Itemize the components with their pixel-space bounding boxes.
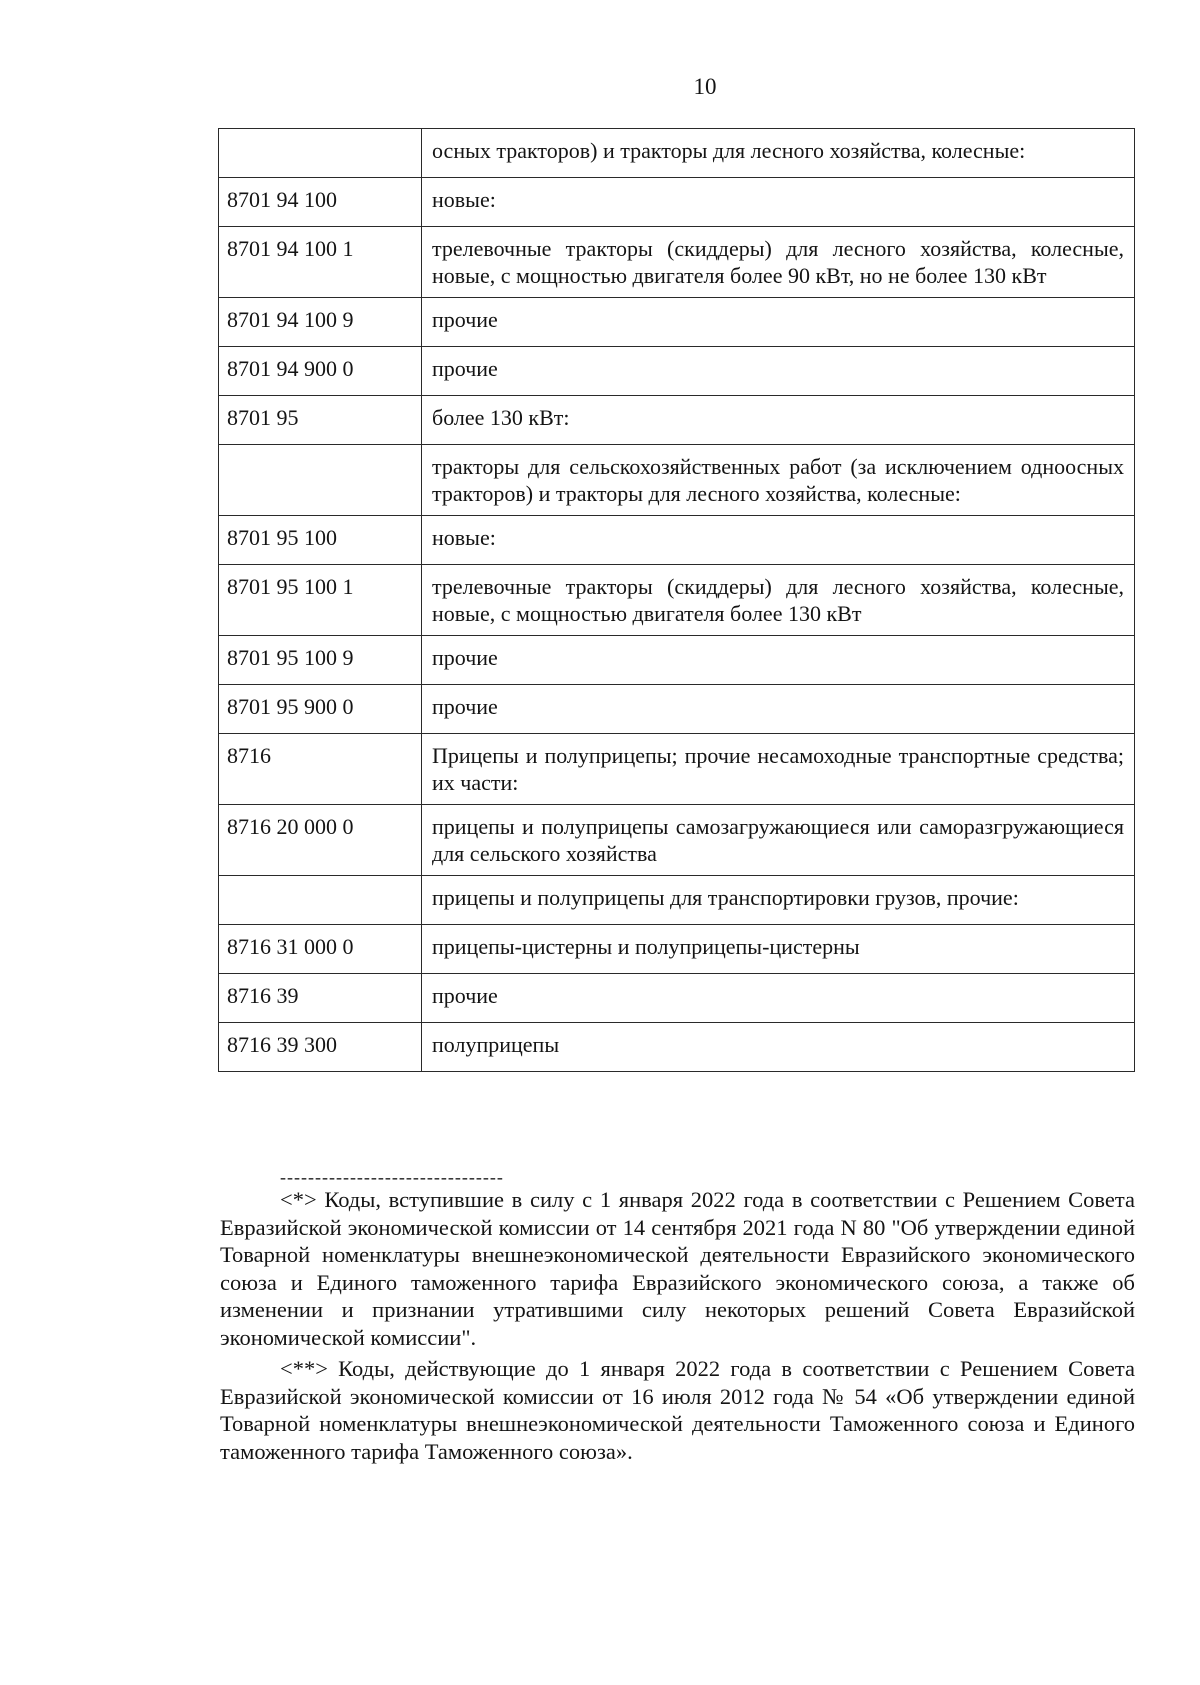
code-cell: 8701 94 100 — [219, 178, 422, 227]
description-cell: более 130 кВт: — [422, 396, 1135, 445]
table-row — [219, 445, 1135, 516]
code-cell: 8701 94 100 1 — [219, 227, 422, 298]
description-cell: полуприцепы — [422, 1023, 1135, 1072]
tariff-code-table — [218, 128, 1135, 1072]
description-cell: осных тракторов) и тракторы для лесного хозяйства, колесные: — [422, 129, 1135, 178]
table-row — [219, 876, 1135, 925]
description-cell: трелевочные тракторы (скиддеры) для лесного хозяйства, колесные, новые, с мощностью двигателя более 90 кВт, но не более 130 кВт — [422, 227, 1135, 298]
code-cell — [219, 876, 422, 925]
description-cell: новые: — [422, 178, 1135, 227]
table-row — [219, 805, 1135, 876]
table-row — [219, 516, 1135, 565]
code-cell: 8716 31 000 0 — [219, 925, 422, 974]
code-cell: 8701 94 100 9 — [219, 298, 422, 347]
code-cell: 8716 39 300 — [219, 1023, 422, 1072]
description-cell: тракторы для сельскохозяйственных работ (за исключением одноосных тракторов) и тракторы для лесного хозяйства, колесные: — [422, 445, 1135, 516]
description-cell: прочие — [422, 636, 1135, 685]
code-cell: 8701 94 900 0 — [219, 347, 422, 396]
footnotes — [220, 1186, 1135, 1469]
code-cell: 8716 20 000 0 — [219, 805, 422, 876]
footnote-item: <**> Коды, действующие до 1 января 2022 года в соответствии с Решением Совета Евразийской экономической комиссии от 16 июля 2012 года № 54 «Об утверждении единой Товарной номенклатуры внешнеэкономической деятельности Таможенного союза и Единого таможенного тарифа Таможенного союза». — [220, 1356, 1135, 1464]
code-cell: 8716 39 — [219, 974, 422, 1023]
table-row — [219, 129, 1135, 178]
code-cell: 8701 95 100 — [219, 516, 422, 565]
footnote-item: <*> Коды, вступившие в силу с 1 января 2022 года в соответствии с Решением Совета Евразийской экономической комиссии от 14 сентября 2021 года N 80 "Об утверждении единой Товарной номенклатуры внешнеэкономической деятельности Евразийского экономического союза и Единого таможенного тарифа Евразийского экономического союза, а также об изменении и признании утратившими силу некоторых решений Совета Евразийской экономической комиссии". — [220, 1187, 1135, 1350]
description-cell: прицепы-цистерны и полуприцепы-цистерны — [422, 925, 1135, 974]
description-cell: прицепы и полуприцепы самозагружающиеся или саморазгружающиеся для сельского хозяйства — [422, 805, 1135, 876]
table-row — [219, 298, 1135, 347]
description-cell: прочие — [422, 685, 1135, 734]
table-row — [219, 178, 1135, 227]
code-cell — [219, 445, 422, 516]
table-row — [219, 636, 1135, 685]
code-cell: 8716 — [219, 734, 422, 805]
footnote-separator: -------------------------------- — [280, 1167, 504, 1187]
page-number: 10 — [693, 74, 717, 99]
description-cell: прочие — [422, 347, 1135, 396]
description-cell: новые: — [422, 516, 1135, 565]
table-row — [219, 565, 1135, 636]
description-cell: трелевочные тракторы (скиддеры) для лесного хозяйства, колесные, новые, с мощностью двигателя более 130 кВт — [422, 565, 1135, 636]
table-row — [219, 925, 1135, 974]
description-cell: прочие — [422, 974, 1135, 1023]
table-row — [219, 685, 1135, 734]
code-cell: 8701 95 — [219, 396, 422, 445]
table-row — [219, 734, 1135, 805]
code-cell: 8701 95 900 0 — [219, 685, 422, 734]
table-row — [219, 227, 1135, 298]
description-cell: прочие — [422, 298, 1135, 347]
code-cell — [219, 129, 422, 178]
table-row — [219, 396, 1135, 445]
code-cell: 8701 95 100 9 — [219, 636, 422, 685]
table-row — [219, 974, 1135, 1023]
code-cell: 8701 95 100 1 — [219, 565, 422, 636]
description-cell: Прицепы и полуприцепы; прочие несамоходные транспортные средства; их части: — [422, 734, 1135, 805]
table-row — [219, 1023, 1135, 1072]
table-row — [219, 347, 1135, 396]
description-cell: прицепы и полуприцепы для транспортировки грузов, прочие: — [422, 876, 1135, 925]
